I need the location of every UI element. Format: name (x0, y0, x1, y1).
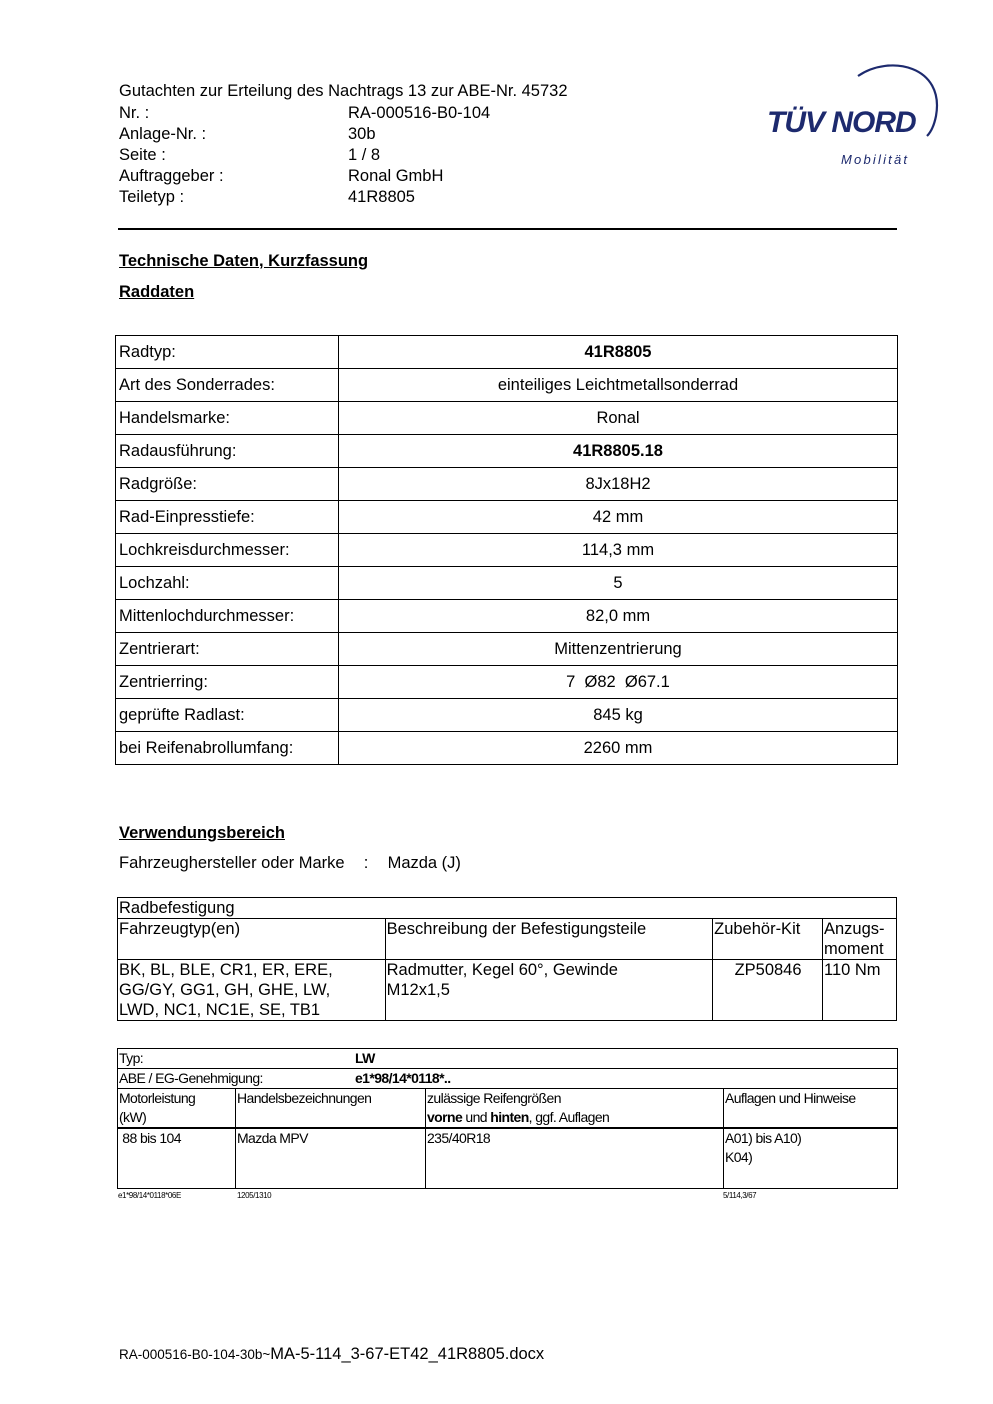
cell-beschreibung (385, 960, 712, 1021)
table-row (116, 666, 898, 699)
header-fahrzeugtyp: Fahrzeugtyp(en) (118, 919, 386, 960)
header-anzugsmoment-line2: moment (824, 940, 884, 958)
auflagen-line: K04) (725, 1149, 753, 1165)
table-row (116, 567, 898, 600)
wheel-value: 7 Ø82 Ø67.1 (339, 666, 898, 699)
header-label: Anlage-Nr. : (119, 125, 207, 143)
typ-row (118, 1049, 898, 1069)
wheel-label: Zentrierart: (116, 633, 339, 666)
manufacturer-separator: : (363, 854, 369, 872)
wheel-label: Mittenlochdurchmesser: (116, 600, 339, 633)
reference-code-small: 1205/1310 (237, 1191, 272, 1200)
wheel-data-table (115, 335, 898, 765)
section-title-technische-daten: Technische Daten, Kurzfassung (119, 252, 369, 270)
table-row (118, 1069, 898, 1089)
cell-reifengroesse: 235/40R18 (426, 1128, 724, 1188)
beschreibung-line: M12x1,5 (386, 981, 450, 999)
table-row (118, 1049, 898, 1069)
table-row (118, 1128, 898, 1188)
header-row-nr (119, 103, 490, 124)
manufacturer-line (119, 854, 461, 873)
header-anzugsmoment (823, 919, 897, 960)
wheel-label: Lochkreisdurchmesser: (116, 534, 339, 567)
wheel-label: Zentrierring: (116, 666, 339, 699)
header-row-seite (119, 145, 490, 166)
abe-row (118, 1069, 898, 1089)
header-motor-line1: Motorleistung (119, 1090, 196, 1106)
table-row (118, 960, 897, 1021)
header-row-auftraggeber (119, 166, 490, 187)
header-auflagen: Auflagen und Hinweise (724, 1089, 898, 1129)
wheel-value: 8Jx18H2 (339, 468, 898, 501)
table-row (116, 699, 898, 732)
table-row (116, 501, 898, 534)
footer-file-name: MA-5-114_3-67-ET42_41R8805.docx (270, 1345, 545, 1363)
wheel-value: 5 (339, 567, 898, 600)
abe-value: e1*98/14*0118*.. (355, 1070, 451, 1086)
radbefestigung-table (117, 897, 897, 1021)
auflagen-line: A01) bis A10) (725, 1130, 802, 1146)
radbefestigung-title: Radbefestigung (118, 898, 897, 919)
header-label: Teiletyp : (119, 188, 185, 206)
wheel-label: Radtyp: (116, 336, 339, 369)
logo-wordmark: TÜV NORD (767, 106, 916, 139)
types-line: GG/GY, GG1, GH, GHE, LW, (119, 981, 331, 999)
header-divider (118, 228, 897, 230)
header-fields (119, 103, 490, 208)
wheel-label: Radgröße: (116, 468, 339, 501)
cell-anzugsmoment: 110 Nm (823, 960, 897, 1021)
table-row (116, 600, 898, 633)
types-line: BK, BL, BLE, CR1, ER, ERE, (119, 961, 333, 979)
wheel-label: Art des Sonderrades: (116, 369, 339, 402)
header-value: 1 / 8 (348, 146, 381, 164)
typ-label: Typ: (119, 1050, 144, 1066)
wheel-value: einteiliges Leichtmetallsonderrad (339, 369, 898, 402)
header-label: Seite : (119, 146, 166, 164)
header-reifengroessen (426, 1089, 724, 1129)
header-reifen-line1: zulässige Reifengrößen (427, 1090, 561, 1106)
wheel-label: bei Reifenabrollumfang: (116, 732, 339, 765)
cell-fahrzeugtypen (118, 960, 386, 1021)
wheel-value: 41R8805.18 (339, 435, 898, 468)
table-row (116, 534, 898, 567)
header-reifen-vorne: vorne (427, 1109, 463, 1125)
wheel-label: Handelsmarke: (116, 402, 339, 435)
header-label: Nr. : (119, 104, 150, 122)
wheel-label: Radausführung: (116, 435, 339, 468)
header-value: Ronal GmbH (348, 167, 444, 185)
vehicle-type-table (117, 1048, 898, 1189)
types-line: LWD, NC1, NC1E, SE, TB1 (119, 1001, 321, 1019)
wheel-value: 2260 mm (339, 732, 898, 765)
table-row (116, 402, 898, 435)
header-beschreibung: Beschreibung der Befestigungsteile (385, 919, 712, 960)
cell-motorleistung: 88 bis 104 (118, 1128, 236, 1188)
header-row-anlage (119, 124, 490, 145)
wheel-value: Mittenzentrierung (339, 633, 898, 666)
header-value: 41R8805 (348, 188, 415, 206)
table-row (118, 898, 897, 919)
footer-doc-number: RA-000516-B0-104-30b~ (119, 1347, 271, 1362)
typ-value: LW (355, 1050, 375, 1066)
table-row (116, 435, 898, 468)
cell-zubehoer-kit: ZP50846 (713, 960, 823, 1021)
table-row (116, 369, 898, 402)
wheel-value: 114,3 mm (339, 534, 898, 567)
manufacturer-label: Fahrzeughersteller oder Marke (119, 854, 345, 872)
section-title-verwendungsbereich: Verwendungsbereich (119, 824, 285, 842)
abe-label: ABE / EG-Genehmigung: (119, 1070, 263, 1086)
beschreibung-line: Radmutter, Kegel 60°, Gewinde (386, 961, 618, 979)
tuev-nord-logo (760, 56, 950, 176)
table-row (116, 633, 898, 666)
wheel-value: 41R8805 (339, 336, 898, 369)
logo-subtitle: Mobilität (841, 152, 910, 167)
cell-handelsbezeichnung: Mazda MPV (236, 1128, 426, 1188)
wheel-value: 82,0 mm (339, 600, 898, 633)
pcd-code-small: 5/114,3/67 (723, 1191, 757, 1200)
header-value: 30b (348, 125, 376, 143)
header-anzugsmoment-line1: Anzugs- (824, 920, 885, 938)
wheel-value: Ronal (339, 402, 898, 435)
wheel-label: Lochzahl: (116, 567, 339, 600)
footer-filename (119, 1345, 544, 1364)
header-reifen-hinten: hinten (490, 1109, 529, 1125)
table-row (116, 732, 898, 765)
wheel-label: Rad-Einpresstiefe: (116, 501, 339, 534)
table-row (118, 919, 897, 960)
header-reifen-line2 (427, 1108, 723, 1127)
table-row (116, 336, 898, 369)
header-reifen-rest: , ggf. Auflagen (528, 1109, 610, 1125)
header-motorleistung (118, 1089, 236, 1129)
table-row (118, 1089, 898, 1129)
header-reifen-und: und (462, 1109, 491, 1125)
header-handelsbezeichnungen: Handelsbezeichnungen (236, 1089, 426, 1129)
cell-auflagen (724, 1128, 898, 1188)
header-motor-line2: (kW) (119, 1109, 147, 1125)
header-value: RA-000516-B0-104 (348, 104, 491, 122)
header-zubehoer-kit: Zubehör-Kit (713, 919, 823, 960)
wheel-label: geprüfte Radlast: (116, 699, 339, 732)
approval-code-small: e1*98/14*0118*06E (118, 1191, 181, 1200)
section-title-raddaten: Raddaten (119, 283, 195, 301)
wheel-value: 845 kg (339, 699, 898, 732)
report-title: Gutachten zur Erteilung des Nachtrags 13 zur ABE-Nr. 45732 (119, 82, 568, 100)
manufacturer-value: Mazda (J) (387, 854, 461, 872)
table-row (116, 468, 898, 501)
header-row-teiletyp (119, 187, 490, 208)
header-label: Auftraggeber : (119, 167, 224, 185)
wheel-value: 42 mm (339, 501, 898, 534)
